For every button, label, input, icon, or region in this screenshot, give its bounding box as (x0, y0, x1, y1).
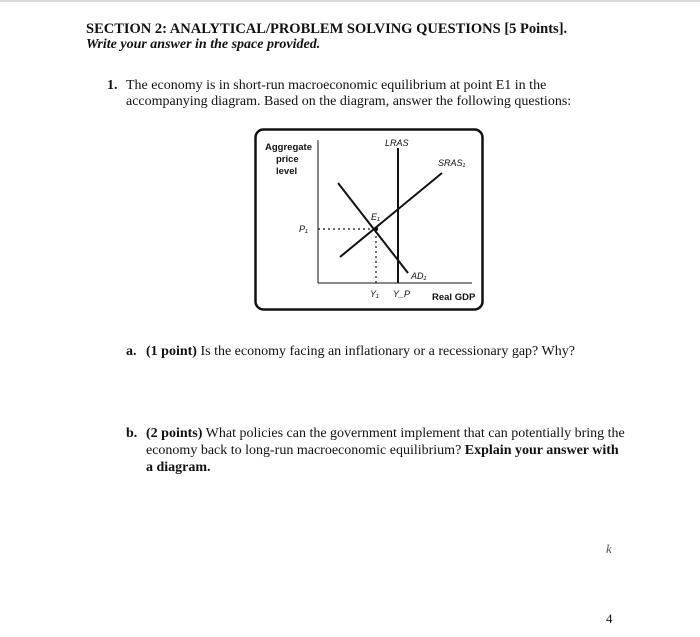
part-b (126, 425, 626, 476)
y-axis-label-line-1: Aggregate (265, 142, 312, 153)
yp-label: Y_P (393, 289, 411, 299)
question-text: The economy is in short-run macroeconomic equilibrium at point E1 in the accompanying diagram. Based on the diagram, answer the following questions: (126, 78, 572, 109)
part-b-emphasis: Explain your answer with a diagram. (146, 443, 619, 475)
stray-mark: k (606, 541, 612, 556)
y1-label: Y₁ (370, 289, 379, 299)
part-b-label: b. (126, 426, 138, 441)
equilibrium-point (374, 227, 378, 231)
sras-line (340, 173, 442, 257)
ad-label: AD₁ (411, 271, 427, 281)
y-axis-label-line-2: price (276, 154, 299, 165)
lras-label: LRAS (385, 138, 409, 148)
equilibrium-label: E₁ (371, 212, 380, 222)
page-number: 4 (606, 611, 613, 626)
section-instruction: Write your answer in the space provided. (86, 37, 321, 52)
part-a-label: a. (126, 344, 137, 359)
sras-label: SRAS₁ (438, 158, 466, 168)
top-border (0, 0, 700, 2)
question-number: 1. (107, 78, 118, 93)
part-b-body (126, 425, 626, 476)
part-b-text: What policies can the government implement that can potentially bring the economy back to long-run macroeconomic equilibrium? (146, 426, 625, 458)
part-a (126, 344, 575, 360)
part-a-points: (1 point) (146, 344, 197, 359)
part-a-text: Is the economy facing an inflationary or a recessionary gap? Why? (196, 344, 575, 359)
p1-label: P₁ (299, 224, 308, 234)
y-axis-label-line-3: level (276, 166, 298, 177)
ad-as-diagram (254, 128, 484, 312)
part-b-points: (2 points) (146, 426, 203, 441)
section-title: SECTION 2: ANALYTICAL/PROBLEM SOLVING QUESTIONS [5 Points]. (86, 21, 568, 37)
x-axis-label: Real GDP (432, 292, 476, 303)
